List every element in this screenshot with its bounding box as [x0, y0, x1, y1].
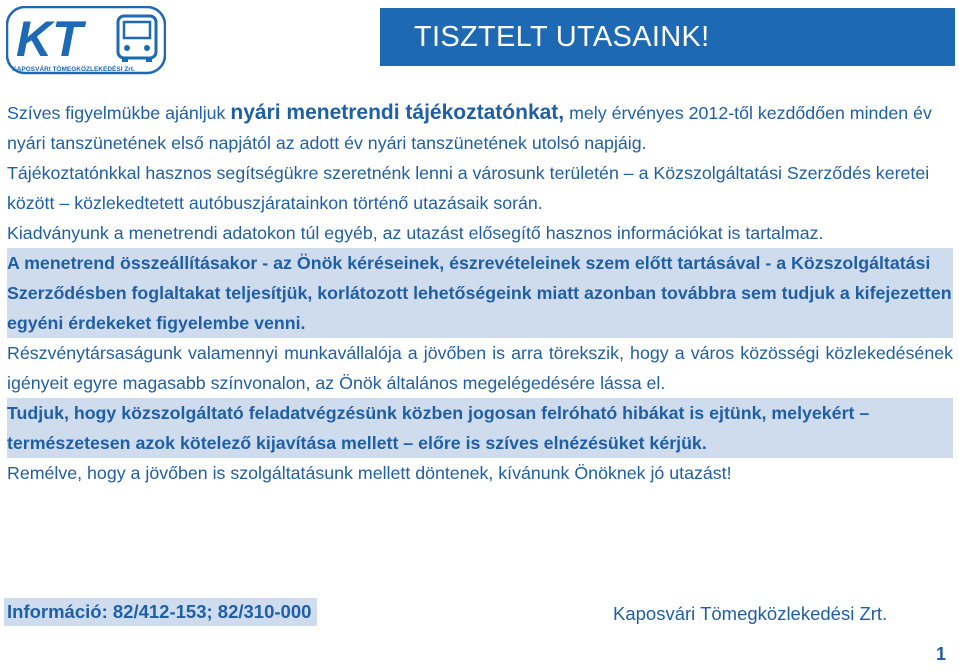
intro-text-end: mely érvényes 2012-től kezdődően minden év nyári tanszünetének első napjától az adott év nyári tanszünetének utolsó napjáig.: [7, 103, 932, 153]
body-text: [7, 98, 953, 488]
paragraph-company: Részvénytársaságunk valamennyi munkavállalója a jövőben is arra törekszik, hogy a város közösségi közlekedésének igényeit egyre magasabb színvonalon, az Önök általános megelégedésére lássa el.: [7, 343, 953, 393]
highlighted-paragraph-apology: Tudjuk, hogy közszolgáltató feladatvégzésünk közben jogosan felróható hibákat is ejtünk, melyekért – természetesen azok kötelező kijavítása mellett – előre is szíves elnézésüket kérjük.: [7, 398, 953, 458]
page-number: 1: [936, 644, 947, 664]
page-title: TISZTELT UTASAINK!: [380, 8, 955, 66]
logo-subtitle: KAPOSVÁRI TÖMEGKÖZLEKEDÉSI Zrt.: [12, 66, 135, 73]
contact-info: Információ: 82/412-153; 82/310-000: [4, 598, 317, 626]
company-logo: [6, 6, 166, 76]
intro-text-start: Szíves figyelmükbe ajánljuk: [7, 103, 231, 123]
kt-logo-graphic: [6, 6, 166, 76]
logo-letters: KT: [16, 11, 83, 67]
company-name: Kaposvári Tömegközlekedési Zrt.: [613, 603, 888, 624]
paragraph-contents: Kiadványunk a menetrendi adatokon túl egyéb, az utazást elősegítő hasznos információkat is tartalmaz.: [7, 223, 824, 243]
highlighted-paragraph-timetable: A menetrend összeállításakor - az Önök kéréseinek, észrevételeinek szem előtt tartásával - a Közszolgáltatási Szerződésben foglaltakat teljesítjük, korlátozott lehetőségeink miatt azonban továbbra sem tudjuk a kifejezetten egyéni érdekeket figyelembe venni.: [7, 248, 953, 338]
intro-paragraph: [7, 98, 953, 158]
intro-highlight: nyári menetrendi tájékoztatónkat,: [230, 101, 565, 124]
paragraph-closing: Remélve, hogy a jövőben is szolgáltatásunk mellett döntenek, kívánunk Önöknek jó utazást!: [7, 463, 732, 483]
paragraph-purpose: Tájékoztatónkkal hasznos segítségükre szeretnénk lenni a városunk területén – a Közszolgáltatási Szerződés keretei között – közlekedtetett autóbuszjáratainkon történő utazásaik során.: [7, 163, 930, 213]
